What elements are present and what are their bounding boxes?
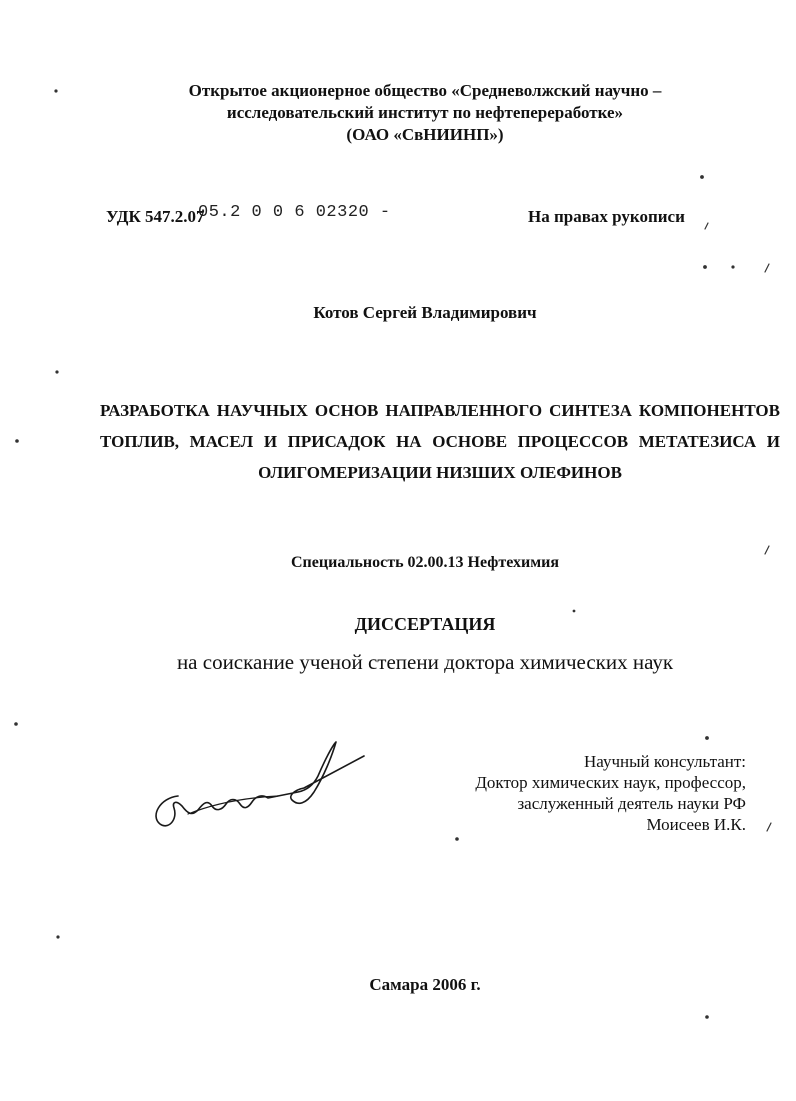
consultant-degree: Доктор химических наук, профессор, <box>475 773 746 792</box>
manuscript-rights: На правах рукописи <box>528 207 685 226</box>
document-type: ДИССЕРТАЦИЯ <box>354 614 496 634</box>
author-name: Котов Сергей Владимирович <box>313 303 537 322</box>
organization-line-2: исследовательский институт по нефтепереработке» <box>226 103 624 122</box>
organization-line-1: Открытое акционерное общество «Средневолжский научно – <box>188 81 662 100</box>
consultant-honor: заслуженный деятель науки РФ <box>517 794 746 813</box>
dissertation-title: РАЗРАБОТКА НАУЧНЫХ ОСНОВ НАПРАВЛЕННОГО СИНТЕЗА КОМПОНЕНТОВ ТОПЛИВ, МАСЕЛ И ПРИСАДОК НА ОСНОВЕ ПРОЦЕССОВ МЕТАТЕЗИСА И ОЛИГОМЕРИЗАЦИИ НИЗШИХ ОЛЕФИНОВ <box>100 401 780 482</box>
consultant-heading: Научный консультант: <box>584 752 746 771</box>
organization-line-3: (ОАО «СвНИИНП») <box>346 125 504 144</box>
specialty: Специальность 02.00.13 Нефтехимия <box>291 554 559 571</box>
library-stamp-number: 05.2 0 0 6 02320 - <box>198 203 391 222</box>
city-and-year: Самара 2006 г. <box>369 975 481 994</box>
udk-code: УДК 547.2.07 <box>106 207 205 226</box>
consultant-name: Моисеев И.К. <box>646 815 746 834</box>
degree-statement: на соискание ученой степени доктора химических наук <box>176 650 674 674</box>
